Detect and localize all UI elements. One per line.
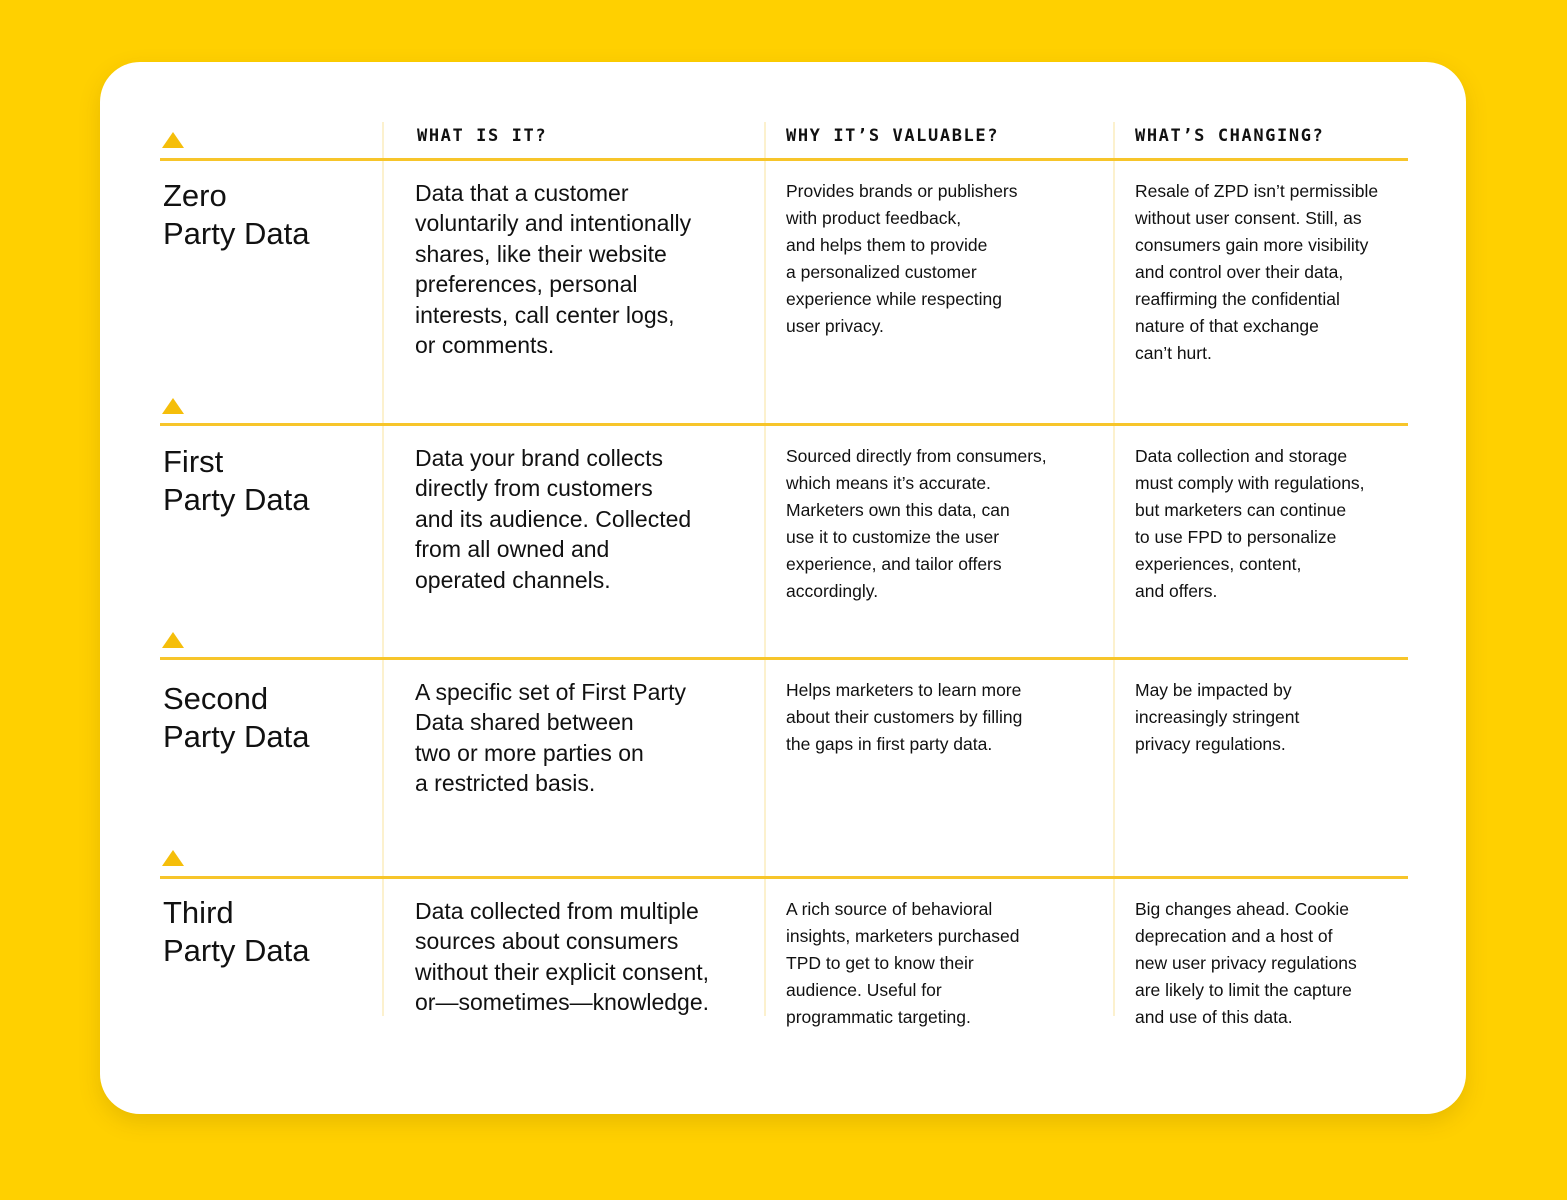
row-changing-zero-party: Resale of ZPD isn’t permissible without user consent. Still, as consumers gain more visibility and control over their data, reaffirming the confidential nature of that exchange can’t hurt. (1135, 181, 1379, 363)
row-why-first-party: Sourced directly from consumers, which means it’s accurate. Marketers own this data, can use it to customize the user experience, and tailor offers accordingly. (786, 446, 1047, 601)
row-why-third-party: A rich source of behavioral insights, marketers purchased TPD to get to know their audience. Useful for programmatic targeting. (786, 899, 1020, 1027)
header-why-valuable: WHY IT’S VALUABLE? (786, 126, 1000, 146)
row-title-zero-party: Zero Party Data (163, 178, 310, 251)
triangle-marker-icon (162, 850, 184, 866)
triangle-marker-icon (162, 132, 184, 148)
row-rule (160, 876, 1408, 879)
row-what-zero-party: Data that a customer voluntarily and intentionally shares, like their website preferences, personal interests, call center logs, or comments. (415, 180, 692, 359)
column-divider (764, 122, 766, 1016)
row-rule (160, 657, 1408, 660)
header-rule (160, 158, 1408, 161)
row-what-second-party: A specific set of First Party Data shared between two or more parties on a restricted basis. (415, 679, 686, 797)
row-title-second-party: Second Party Data (163, 681, 310, 754)
row-what-first-party: Data your brand collects directly from customers and its audience. Collected from all owned and operated channels. (415, 445, 692, 593)
row-title-third-party: Third Party Data (163, 895, 310, 968)
row-changing-first-party: Data collection and storage must comply with regulations, but marketers can continue to use FPD to personalize experiences, content, and offers. (1135, 446, 1365, 601)
triangle-marker-icon (162, 632, 184, 648)
header-what-is-it: WHAT IS IT? (417, 126, 548, 146)
row-why-zero-party: Provides brands or publishers with product feedback, and helps them to provide a personalized customer experience while respecting user privacy. (786, 181, 1018, 336)
triangle-marker-icon (162, 398, 184, 414)
row-changing-second-party: May be impacted by increasingly stringent privacy regulations. (1135, 680, 1300, 754)
row-rule (160, 423, 1408, 426)
row-why-second-party: Helps marketers to learn more about their customers by filling the gaps in first party data. (786, 680, 1023, 754)
column-divider (1113, 122, 1115, 1016)
row-changing-third-party: Big changes ahead. Cookie deprecation and a host of new user privacy regulations are likely to limit the capture and use of this data. (1135, 899, 1357, 1027)
row-title-first-party: First Party Data (163, 444, 310, 517)
column-divider (382, 122, 384, 1016)
header-whats-changing: WHAT’S CHANGING? (1135, 126, 1325, 146)
row-what-third-party: Data collected from multiple sources about consumers without their explicit consent, or—sometimes—knowledge. (415, 898, 710, 1016)
